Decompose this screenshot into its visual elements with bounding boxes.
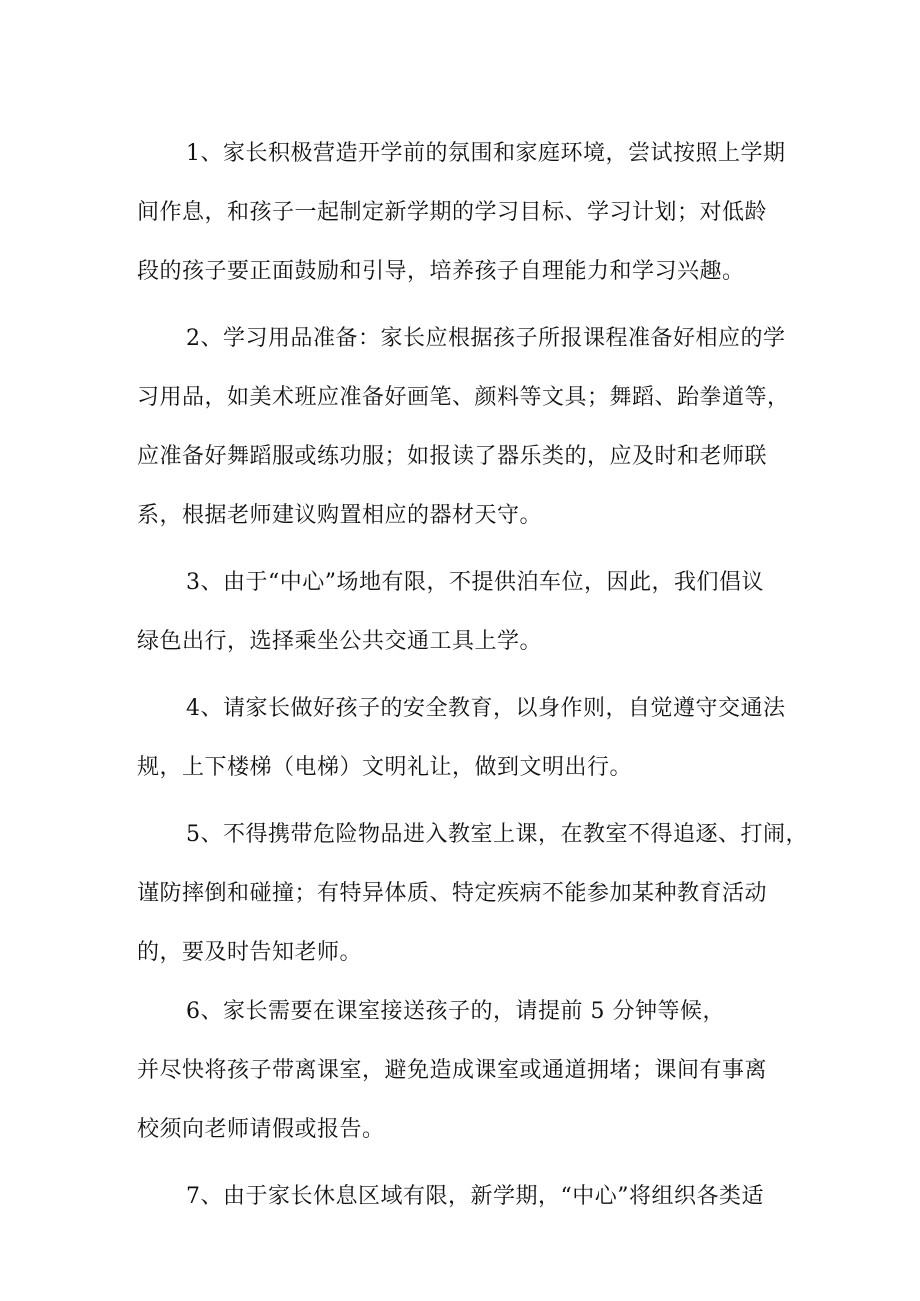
paragraph-line: 谨防摔倒和碰撞；有特异体质、特定疾病不能参加某种教育活动 [137, 881, 768, 906]
paragraph-line: 的，要及时告知老师。 [137, 940, 363, 965]
paragraph-line: 1、家长积极营造开学前的氛围和家庭环境，尝试按照上学期 [186, 141, 786, 166]
paragraph-line: 绿色出行，选择乘坐公共交通工具上学。 [137, 629, 543, 654]
paragraph-line: 规，上下楼梯（电梯）文明礼让，做到文明出行。 [137, 755, 633, 780]
paragraph-line: 段的孩子要正面鼓励和引导，培养孩子自理能力和学习兴趣。 [137, 259, 745, 284]
paragraph-1 [137, 124, 801, 301]
paragraph-line: 6、家长需要在课室接送孩子的，请提前 5 分钟等候， [186, 999, 725, 1024]
paragraph-line: 4、请家长做好孩子的安全教育，以身作则，自觉遵守交通法 [186, 696, 786, 721]
paragraph-3 [137, 553, 801, 671]
paragraph-7 [137, 1167, 801, 1226]
paragraph-4 [137, 679, 801, 797]
paragraph-line: 3、由于“中心”场地有限，不提供泊车位，因此，我们倡议 [186, 570, 764, 595]
paragraph-line: 5、不得携带危险物品进入教室上课，在教室不得追逐、打闹， [186, 822, 808, 847]
paragraph-line: 7、由于家长休息区域有限，新学期，“中心”将组织各类适 [186, 1184, 764, 1209]
paragraph-line: 校须向老师请假或报告。 [137, 1117, 385, 1142]
paragraph-line: 并尽快将孩子带离课室，避免造成课室或通道拥堵；课间有事离 [137, 1058, 768, 1083]
paragraph-line: 间作息，和孩子一起制定新学期的学习目标、学习计划；对低龄 [137, 200, 768, 225]
paragraph-line: 习用品，如美术班应准备好画笔、颜料等文具；舞蹈、跆拳道等， [137, 385, 790, 410]
paragraph-line: 应准备好舞蹈服或练功服；如报读了器乐类的，应及时和老师联 [137, 444, 768, 469]
paragraph-5 [137, 805, 808, 982]
paragraph-2 [137, 309, 801, 545]
paragraph-6 [137, 982, 801, 1159]
paragraph-line: 2、学习用品准备：家长应根据孩子所报课程准备好相应的学 [186, 326, 786, 351]
paragraph-line: 系，根据老师建议购置相应的器材天守。 [137, 503, 543, 528]
document-body [137, 124, 808, 1226]
